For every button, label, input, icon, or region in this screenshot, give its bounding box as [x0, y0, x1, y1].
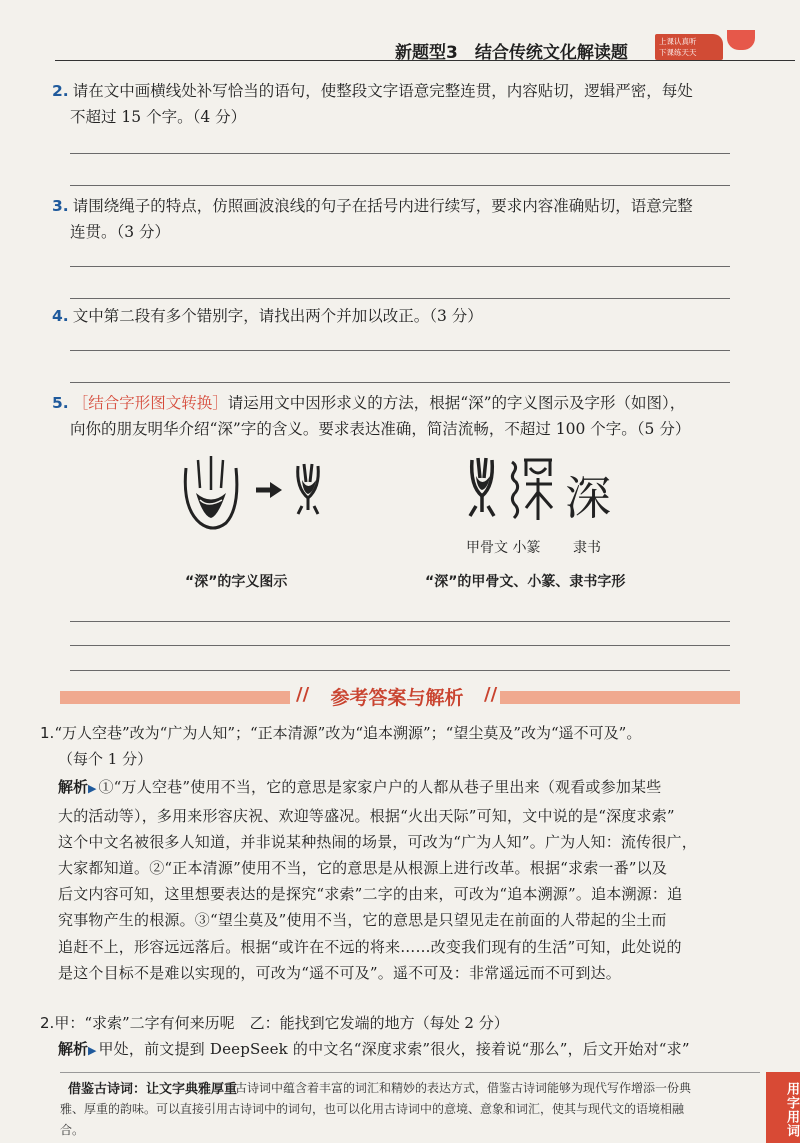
answer-line[interactable]	[70, 266, 730, 267]
analysis-text-line: 这个中文名被很多人知道，并非说某种热闹的场景，可改为“广为人知”。广为人知：流传很广，	[58, 832, 697, 851]
question-2	[52, 78, 742, 130]
question-text-line: 文中第二段有多个错别字，请找出两个并加以改正。（3 分）	[72, 307, 483, 325]
footer-tip-title: 借鉴古诗词：让文字典雅厚重	[68, 1082, 238, 1097]
section-title: 新题型3 结合传统文化解读题	[395, 43, 628, 63]
question-number: 4.	[52, 307, 69, 325]
question-5	[52, 390, 742, 442]
meaning-illustration	[178, 448, 378, 538]
play-arrow-icon: ▶	[88, 1044, 97, 1058]
answers-banner-title: 参考答案与解析	[312, 683, 482, 710]
question-3	[52, 193, 742, 245]
answer-line[interactable]	[70, 621, 730, 622]
badge-line-1: 上课认真听	[659, 37, 697, 46]
side-tab: 用字用词	[766, 1072, 800, 1143]
question-text-line: 不超过 15 个字。（4 分）	[70, 108, 247, 126]
answer-2	[40, 1010, 740, 1064]
answer-line[interactable]	[70, 645, 730, 646]
clerical-script-glyph: 深	[565, 471, 611, 525]
slash-decoration: //	[296, 684, 310, 705]
answer-text-line: 甲：“求索”二字有何来历呢 乙：能找到它发端的地方（每处 2 分）	[54, 1014, 509, 1032]
slash-decoration: //	[484, 684, 498, 705]
footer-rule	[60, 1072, 760, 1073]
question-tag: ［结合字形图文转换］	[72, 394, 228, 412]
analysis-label: 解析	[58, 778, 89, 797]
header-badge	[655, 34, 723, 60]
answer-line[interactable]	[70, 350, 730, 351]
answer-line[interactable]	[70, 670, 730, 671]
analysis-text-line: 究事物产生的根源。③“望尘莫及”使用不当，它的意思是只望见走在前面的人带起的尘土而	[58, 911, 667, 930]
question-4	[52, 303, 742, 329]
answer-line[interactable]	[70, 153, 730, 154]
answer-line[interactable]	[70, 298, 730, 299]
question-text-line: 连贯。（3 分）	[70, 223, 171, 241]
analysis-text-line: ①“万人空巷”使用不当，它的意思是家家户户的人都从巷子里出来（观看或参加某些	[98, 778, 662, 797]
deep-water-icon	[178, 448, 378, 538]
question-text-line: 请在文中画横线处补写恰当的语句，使整段文字语意完整连贯，内容贴切，逻辑严密，每处	[72, 82, 693, 100]
script-forms	[460, 448, 660, 538]
label-oracle-seal: 甲骨文 小篆	[466, 540, 541, 556]
analysis-text-line: 是这个目标不是难以实现的，可改为“遥不可及”。遥不可及：非常遥远而不可到达。	[58, 963, 621, 982]
question-text-line: 请围绕绳子的特点，仿照画波浪线的句子在括号内进行续写，要求内容准确贴切，语意完整	[72, 197, 693, 215]
analysis-text-line: 追赶不上，形容远远落后。根据“或许在不远的将来……改变我们现有的生活”可知，此处说的	[58, 937, 682, 956]
analysis-label: 解析	[58, 1040, 89, 1059]
play-arrow-icon: ▶	[88, 782, 97, 796]
corner-decoration	[727, 30, 755, 50]
badge-line-2: 下课练天天	[659, 48, 697, 57]
analysis-text-line: 后文内容可知，这里想要表达的是探究“求索”二字的由来，可改为“追本溯源”。追本溯源：追	[58, 885, 683, 904]
question-number: 3.	[52, 197, 69, 215]
right-figure-caption: “深”的甲骨文、小篆、隶书字形	[425, 574, 626, 590]
question-text-line: 请运用文中因形求义的方法，根据“深”的字义图示及字形（如图），	[227, 394, 686, 412]
answer-1	[40, 720, 740, 986]
banner-bar-right	[500, 691, 740, 704]
answer-number: 2.	[40, 1014, 55, 1032]
answers-banner	[60, 684, 740, 710]
answer-line[interactable]	[70, 185, 730, 186]
left-figure-caption: “深”的字义图示	[185, 574, 288, 590]
banner-bar-left	[60, 691, 290, 704]
page-header	[55, 30, 800, 62]
analysis-text-line: 大家都知道。②“正本清源”使用不当，它的意思是从根源上进行改革。根据“求索一番”以及	[58, 859, 668, 878]
question-number: 2.	[52, 82, 69, 100]
answer-text-line: （每个 1 分）	[58, 750, 153, 769]
answer-line[interactable]	[70, 382, 730, 383]
analysis-text-line: 大的活动等），多用来形容庆祝、欢迎等盛况。根据“火出天际”可知，文中说的是“深度求索”	[58, 806, 675, 825]
label-clerical: 隶书	[573, 540, 601, 556]
answer-text-line: “万人空巷”改为“广为人知”；“正本清源”改为“追本溯源”；“望尘莫及”改为“遥不可及”。	[54, 724, 642, 742]
footer-tip-text: 古诗词中蕴含着丰富的词汇和精妙的表达方式，借鉴古诗词能够为现代写作增添一份典雅、厚重的韵味。可以直接引用古诗词中的词句，也可以化用古诗词中的意境、意象和词汇，使其与现代文的语境相融合。	[60, 1081, 692, 1137]
analysis-text-line: 甲处，前文提到 DeepSeek 的中文名“深度求索”很火，接着说“那么”，后文开始对“求”	[98, 1040, 690, 1059]
question-number: 5.	[52, 394, 69, 412]
tips-footer	[60, 1072, 800, 1143]
question-text-line: 向你的朋友明华介绍“深”字的含义。要求表达准确，简洁流畅，不超过 100 个字。（5 分）	[70, 420, 691, 438]
answer-number: 1.	[40, 724, 55, 742]
